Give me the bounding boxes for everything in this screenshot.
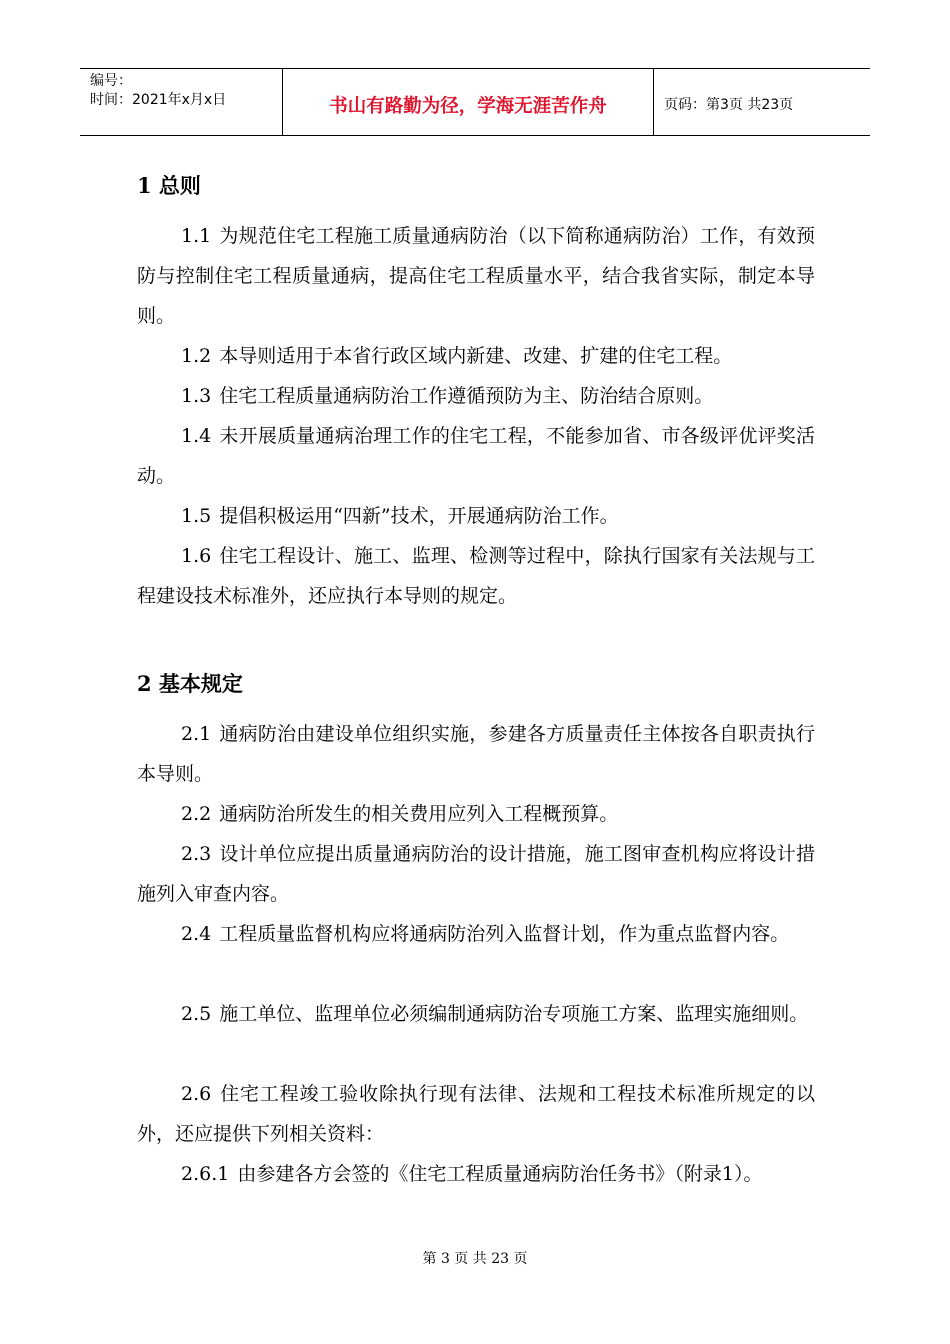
paragraph-number: 2.2 <box>181 803 212 825</box>
paragraph-text: 住宅工程质量通病防治工作遵循预防为主、防治结合原则。 <box>219 385 714 407</box>
motto-text: 书山有路勤为径，学海无涯苦作舟 <box>329 96 607 117</box>
paragraph <box>137 216 815 336</box>
paragraph <box>137 1074 815 1154</box>
paragraph <box>137 914 815 954</box>
paragraph-text: 由参建各方会签的《住宅工程质量通病防治任务书》（附录1）。 <box>237 1163 763 1185</box>
paragraph <box>137 794 815 834</box>
paragraph-text: 提倡积极运用“四新”技术，开展通病防治工作。 <box>219 505 619 527</box>
paragraph-number: 2.4 <box>181 923 212 945</box>
header-motto-cell <box>282 69 654 135</box>
paragraph-text: 设计单位应提出质量通病防治的设计措施，施工图审查机构应将设计措施列入审查内容。 <box>137 843 815 905</box>
paragraph-text: 未开展质量通病治理工作的住宅工程，不能参加省、市各级评优评奖活动。 <box>137 425 815 487</box>
paragraph-text: 为规范住宅工程施工质量通病防治（以下简称通病防治）工作，有效预防与控制住宅工程质量通病，提高住宅工程质量水平，结合我省实际，制定本导则。 <box>137 225 815 327</box>
paragraph-number: 1.4 <box>181 425 212 447</box>
paragraph-number: 2.6.1 <box>181 1163 230 1185</box>
paragraph <box>137 1154 815 1194</box>
paragraph-text: 通病防治由建设单位组织实施，参建各方质量责任主体按各自职责执行本导则。 <box>137 723 815 785</box>
paragraph-number: 1.6 <box>181 545 212 567</box>
header-meta-cell <box>80 69 282 135</box>
paragraph-text: 工程质量监督机构应将通病防治列入监督计划，作为重点监督内容。 <box>219 923 790 945</box>
paragraph-text: 住宅工程设计、施工、监理、检测等过程中，除执行国家有关法规与工程建设技术标准外，还应执行本导则的规定。 <box>137 545 815 607</box>
paragraph-number: 2.3 <box>181 843 212 865</box>
paragraph-number: 2.5 <box>181 1003 212 1025</box>
paragraph <box>137 536 815 616</box>
paragraph-number: 1.1 <box>181 225 212 247</box>
paragraph-number: 2.1 <box>181 723 212 745</box>
paragraph <box>137 714 815 794</box>
paragraph-number: 1.2 <box>181 345 212 367</box>
paragraph-number: 2.6 <box>181 1083 212 1105</box>
paragraph <box>137 994 815 1034</box>
paragraph <box>137 834 815 914</box>
paragraph-text: 通病防治所发生的相关费用应列入工程概预算。 <box>219 803 619 825</box>
paragraph <box>137 416 815 496</box>
paragraph-text: 本导则适用于本省行政区域内新建、改建、扩建的住宅工程。 <box>219 345 733 367</box>
paragraph-text: 住宅工程竣工验收除执行现有法律、法规和工程技术标准所规定的以外，还应提供下列相关资料： <box>137 1083 815 1145</box>
header-page-cell <box>654 69 870 135</box>
page-footer: 第 3 页 共 23 页 <box>422 1251 528 1267</box>
paragraph-number: 1.5 <box>181 505 212 527</box>
section-heading: 2 基本规定 <box>137 671 243 696</box>
header-table <box>80 68 870 136</box>
paragraph-text: 施工单位、监理单位必须编制通病防治专项施工方案、监理实施细则。 <box>219 1003 809 1025</box>
section-heading: 1 总则 <box>137 173 201 198</box>
page-info: 页码：第3页 共23页 <box>664 96 794 113</box>
paragraph <box>137 496 815 536</box>
number-label: 编号： <box>90 73 132 89</box>
time-label: 时间：2021年x月x日 <box>90 92 227 108</box>
paragraph-number: 1.3 <box>181 385 212 407</box>
paragraph <box>137 336 815 376</box>
paragraph <box>137 376 815 416</box>
